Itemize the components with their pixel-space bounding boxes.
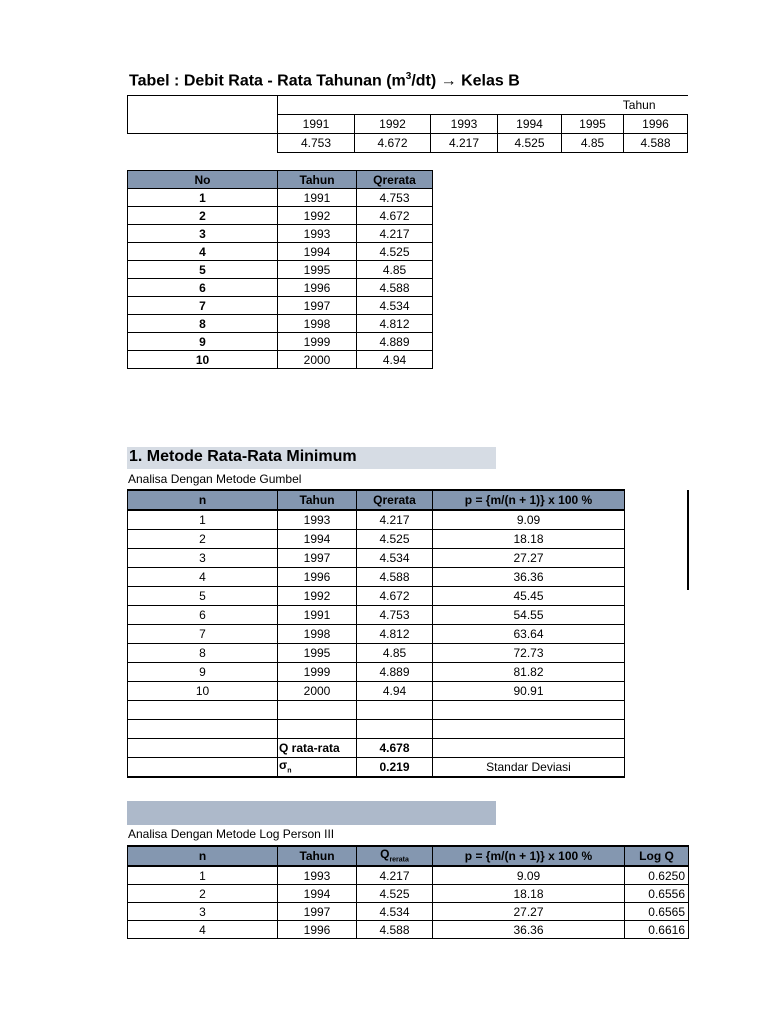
table-cell: 6 bbox=[128, 279, 278, 297]
table-row bbox=[128, 663, 625, 682]
table-cell: 4.588 bbox=[357, 279, 433, 297]
table-cell: 36.36 bbox=[433, 568, 625, 587]
value-cell: 4.753 bbox=[278, 134, 355, 153]
table-cell: 2 bbox=[128, 885, 278, 903]
table-cell: 2000 bbox=[278, 351, 357, 369]
table-cell: 4.525 bbox=[357, 243, 433, 261]
table-row bbox=[128, 606, 625, 625]
table-cell: 1995 bbox=[278, 644, 357, 663]
table-cell: 1 bbox=[128, 866, 278, 885]
table-cell: 4.672 bbox=[357, 587, 433, 606]
table-cell: 4.534 bbox=[357, 297, 433, 315]
table-cell: 9 bbox=[128, 333, 278, 351]
table-cell: 4.812 bbox=[357, 315, 433, 333]
column-header: No bbox=[128, 171, 278, 189]
gumbel-table bbox=[127, 489, 625, 778]
empty-cell bbox=[433, 720, 625, 739]
table-cell: 9.09 bbox=[433, 866, 625, 885]
table-cell: 4.534 bbox=[357, 549, 433, 568]
page-title: Tabel : Debit Rata - Rata Tahunan $(m^3/dt)$ → Kelas B bbox=[129, 71, 520, 90]
table-row bbox=[128, 530, 625, 549]
year-cell: 1994 bbox=[498, 115, 562, 134]
empty-cell bbox=[128, 701, 278, 720]
table-cell: 36.36 bbox=[433, 921, 625, 939]
table-cell: 72.73 bbox=[433, 644, 625, 663]
table-cell: 3 bbox=[128, 549, 278, 568]
table-row bbox=[128, 921, 689, 939]
table-cell: 4.812 bbox=[357, 625, 433, 644]
table-cell: 45.45 bbox=[433, 587, 625, 606]
year-cell: 1993 bbox=[431, 115, 498, 134]
table-cell: 10 bbox=[128, 351, 278, 369]
table-cell: 4.217 bbox=[357, 866, 433, 885]
table-cell: 1991 bbox=[278, 189, 357, 207]
table-row bbox=[128, 225, 433, 243]
table-cell: 9.09 bbox=[433, 510, 625, 530]
empty-cell bbox=[128, 720, 278, 739]
table-cell: 8 bbox=[128, 315, 278, 333]
table-cell: 1992 bbox=[278, 207, 357, 225]
table-cell: 1992 bbox=[278, 587, 357, 606]
table-cell: 2 bbox=[128, 207, 278, 225]
table-cell: 1999 bbox=[278, 663, 357, 682]
column-header: n bbox=[128, 490, 278, 510]
table-cell: 4.588 bbox=[357, 921, 433, 939]
table-cell: 6 bbox=[128, 606, 278, 625]
table-row bbox=[128, 510, 625, 530]
table-row bbox=[128, 351, 433, 369]
table-cell: 1991 bbox=[278, 606, 357, 625]
log-pearson-method-label: Analisa Dengan Metode Log Person III bbox=[128, 827, 335, 841]
table-row bbox=[128, 207, 433, 225]
table-cell: 4.753 bbox=[357, 606, 433, 625]
table-row bbox=[128, 625, 625, 644]
value-cell: 4.85 bbox=[562, 134, 624, 153]
table-cell: 1993 bbox=[278, 866, 357, 885]
table-cell: 7 bbox=[128, 625, 278, 644]
table-cell: 5 bbox=[128, 587, 278, 606]
table-cell: 1994 bbox=[278, 243, 357, 261]
table-cell: 2 bbox=[128, 530, 278, 549]
table-row bbox=[128, 682, 625, 701]
vertical-divider bbox=[687, 490, 689, 590]
table-cell: 4.94 bbox=[357, 351, 433, 369]
table-row bbox=[128, 587, 625, 606]
table-cell: 1996 bbox=[278, 279, 357, 297]
empty-cell bbox=[128, 739, 278, 758]
table-cell: 1994 bbox=[278, 530, 357, 549]
column-header: p = {m/(n + 1)} x 100 % bbox=[433, 846, 625, 866]
table-cell: 1998 bbox=[278, 625, 357, 644]
table-row bbox=[128, 279, 433, 297]
sigma-value: 0.219 bbox=[357, 758, 433, 778]
value-cell: 4.217 bbox=[431, 134, 498, 153]
table-cell: 3 bbox=[128, 225, 278, 243]
table-row bbox=[128, 261, 433, 279]
table-cell: 0.6565 bbox=[625, 903, 689, 921]
table-cell: 7 bbox=[128, 297, 278, 315]
column-header: Tahun bbox=[278, 171, 357, 189]
table-cell: 1997 bbox=[278, 549, 357, 568]
table-cell: 1996 bbox=[278, 568, 357, 587]
table-cell: 4.588 bbox=[357, 568, 433, 587]
table-cell: 1997 bbox=[278, 903, 357, 921]
table-cell: 54.55 bbox=[433, 606, 625, 625]
empty-cell bbox=[278, 701, 357, 720]
section-title: 1. Metode Rata-Rata Minimum bbox=[129, 448, 357, 465]
empty-cell bbox=[128, 758, 278, 778]
table-row bbox=[128, 297, 433, 315]
column-header: Qrerata bbox=[357, 490, 433, 510]
column-header: Tahun bbox=[278, 846, 357, 866]
table-cell: 4.85 bbox=[357, 644, 433, 663]
column-header: Log Q bbox=[625, 846, 689, 866]
year-header: Tahun bbox=[278, 96, 688, 115]
table-cell: 27.27 bbox=[433, 903, 625, 921]
column-header: n bbox=[128, 846, 278, 866]
table-cell: 1997 bbox=[278, 297, 357, 315]
table-cell: 10 bbox=[128, 682, 278, 701]
table-cell: 18.18 bbox=[433, 885, 625, 903]
table-cell: 4.85 bbox=[357, 261, 433, 279]
table-cell: 4 bbox=[128, 568, 278, 587]
empty-cell bbox=[128, 134, 278, 153]
table-row bbox=[128, 189, 433, 207]
table-cell: 4.525 bbox=[357, 885, 433, 903]
table-row bbox=[128, 315, 433, 333]
table-cell: 4.753 bbox=[357, 189, 433, 207]
annual-discharge-year-table bbox=[127, 95, 688, 153]
table-cell: 2000 bbox=[278, 682, 357, 701]
table-cell: 0.6616 bbox=[625, 921, 689, 939]
annual-discharge-table bbox=[127, 170, 433, 369]
table-cell: 1 bbox=[128, 510, 278, 530]
column-header: p = {m/(n + 1)} x 100 % bbox=[433, 490, 625, 510]
year-cell: 1991 bbox=[278, 115, 355, 134]
table-row bbox=[128, 333, 433, 351]
table-cell: 1999 bbox=[278, 333, 357, 351]
table-cell: 1 bbox=[128, 189, 278, 207]
sigma-description: Standar Deviasi bbox=[433, 758, 625, 778]
gumbel-method-label: Analisa Dengan Metode Gumbel bbox=[128, 472, 302, 486]
table-cell: 4.94 bbox=[357, 682, 433, 701]
table-cell: 27.27 bbox=[433, 549, 625, 568]
table-row bbox=[128, 885, 689, 903]
year-cell: 1995 bbox=[562, 115, 624, 134]
blank-heading-bar bbox=[127, 801, 496, 825]
table-cell: 8 bbox=[128, 644, 278, 663]
column-header: $Q_{rerata}$ bbox=[357, 846, 433, 866]
table-row bbox=[128, 549, 625, 568]
value-cell: 4.672 bbox=[355, 134, 431, 153]
table-cell: 5 bbox=[128, 261, 278, 279]
empty-cell bbox=[433, 739, 625, 758]
table-cell: 4.217 bbox=[357, 510, 433, 530]
q-mean-label: Q rata-rata bbox=[278, 739, 357, 758]
table-row bbox=[128, 903, 689, 921]
column-header: Qrerata bbox=[357, 171, 433, 189]
log-pearson-table bbox=[127, 845, 689, 939]
sigma-label: $\sigma_n$ bbox=[278, 758, 357, 778]
table-cell: 3 bbox=[128, 903, 278, 921]
table-cell: 0.6556 bbox=[625, 885, 689, 903]
table-cell: 81.82 bbox=[433, 663, 625, 682]
q-mean-value: 4.678 bbox=[357, 739, 433, 758]
table-cell: 4.525 bbox=[357, 530, 433, 549]
table-row bbox=[128, 866, 689, 885]
empty-cell bbox=[433, 701, 625, 720]
empty-cell bbox=[357, 701, 433, 720]
table-cell: 9 bbox=[128, 663, 278, 682]
table-cell: 1995 bbox=[278, 261, 357, 279]
table-cell: 1998 bbox=[278, 315, 357, 333]
table-cell: 4.889 bbox=[357, 663, 433, 682]
column-header: Tahun bbox=[278, 490, 357, 510]
empty-cell bbox=[278, 720, 357, 739]
value-cell: 4.525 bbox=[498, 134, 562, 153]
table-cell: 1993 bbox=[278, 225, 357, 243]
table-cell: 1996 bbox=[278, 921, 357, 939]
table-cell: 63.64 bbox=[433, 625, 625, 644]
table-cell: 1993 bbox=[278, 510, 357, 530]
table-cell: 4.534 bbox=[357, 903, 433, 921]
empty-cell bbox=[357, 720, 433, 739]
table-cell: 90.91 bbox=[433, 682, 625, 701]
table-cell: 4 bbox=[128, 921, 278, 939]
table-cell: 4.889 bbox=[357, 333, 433, 351]
table-cell: 4.217 bbox=[357, 225, 433, 243]
table-row bbox=[128, 243, 433, 261]
table-cell: 1994 bbox=[278, 885, 357, 903]
value-cell: 4.588 bbox=[624, 134, 688, 153]
year-cell: 1992 bbox=[355, 115, 431, 134]
year-cell: 1996 bbox=[624, 115, 688, 134]
table-cell: 18.18 bbox=[433, 530, 625, 549]
table-cell: 4 bbox=[128, 243, 278, 261]
blank-label-cell bbox=[128, 96, 278, 134]
table-cell: 4.672 bbox=[357, 207, 433, 225]
table-row bbox=[128, 568, 625, 587]
table-row bbox=[128, 644, 625, 663]
table-cell: 0.6250 bbox=[625, 866, 689, 885]
